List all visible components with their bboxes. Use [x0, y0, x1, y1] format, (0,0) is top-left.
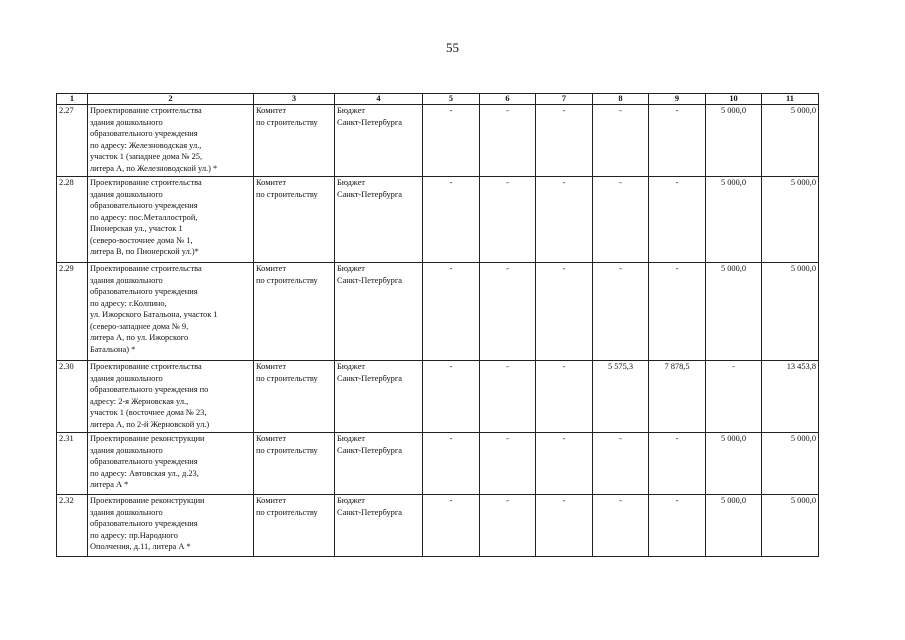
funding-source-line: Санкт-Петербурга — [337, 507, 402, 517]
budget-table — [56, 93, 819, 557]
value-c9: - — [649, 263, 706, 361]
value-c7: - — [536, 177, 593, 263]
value-c8: - — [593, 105, 649, 177]
project-description-line: здания дошкольного — [90, 189, 163, 199]
col-header: 8 — [593, 94, 649, 105]
project-description — [88, 263, 254, 361]
value-c8: - — [593, 177, 649, 263]
value-total: 13 453,8 — [762, 361, 819, 433]
value-c6: - — [480, 105, 536, 177]
value-total: 5 000,0 — [762, 263, 819, 361]
funding-source-line: Санкт-Петербурга — [337, 117, 402, 127]
responsible-org — [254, 263, 335, 361]
project-description-line: участок 1 (восточнее дома № 23, — [90, 408, 207, 417]
value-c5: - — [423, 177, 480, 263]
project-description — [88, 495, 254, 557]
value-c5: - — [423, 361, 480, 433]
value-c10: 5 000,0 — [706, 433, 762, 495]
project-description-line: участок 1 (западнее дома № 25, — [90, 152, 203, 161]
responsible-org — [254, 361, 335, 433]
project-description-line: (северо-западнее дома № 9, — [90, 321, 189, 331]
project-description-line: литера А * — [90, 480, 129, 489]
header-row — [57, 94, 819, 105]
project-description — [88, 177, 254, 263]
project-description-line: Проектирование строительства — [90, 178, 202, 187]
table-row — [57, 177, 819, 263]
project-description-line: по адресу: Железноводская ул., — [90, 140, 202, 150]
responsible-org-line: по строительству — [256, 373, 318, 383]
project-description-line: Проектирование реконструкции — [90, 434, 205, 443]
funding-source-line: Бюджет — [337, 178, 365, 187]
project-description-line: образовательного учреждения — [90, 287, 198, 296]
table-row — [57, 495, 819, 557]
value-c8: - — [593, 263, 649, 361]
row-number: 2.27 — [57, 105, 88, 177]
project-description-line: ул. Ижорского Батальона, участок 1 — [90, 310, 218, 319]
row-number: 2.30 — [57, 361, 88, 433]
value-c9: - — [649, 495, 706, 557]
value-total: 5 000,0 — [762, 495, 819, 557]
value-c6: - — [480, 263, 536, 361]
responsible-org-line: Комитет — [256, 434, 287, 443]
responsible-org-line: Комитет — [256, 106, 287, 115]
row-number: 2.32 — [57, 495, 88, 557]
project-description-line: образовательного учреждения — [90, 519, 198, 528]
col-header: 3 — [254, 94, 335, 105]
value-c5: - — [423, 433, 480, 495]
col-header: 10 — [706, 94, 762, 105]
project-description-line: Проектирование строительства — [90, 106, 202, 115]
project-description-line: литера А, по 2-й Жерновской ул.) — [90, 419, 210, 429]
project-description-line: по адресу: пр.Народного — [90, 530, 178, 540]
value-c5: - — [423, 495, 480, 557]
responsible-org-line: по строительству — [256, 275, 318, 285]
col-header: 7 — [536, 94, 593, 105]
project-description — [88, 361, 254, 433]
col-header: 11 — [762, 94, 819, 105]
project-description-line: образовательного учреждения по — [90, 385, 209, 394]
funding-source-line: Санкт-Петербурга — [337, 373, 402, 383]
table-row — [57, 263, 819, 361]
col-header: 9 — [649, 94, 706, 105]
value-c5: - — [423, 105, 480, 177]
value-c10: 5 000,0 — [706, 495, 762, 557]
project-description-line: по адресу: Автовская ул., д.23, — [90, 468, 199, 478]
project-description-line: здания дошкольного — [90, 275, 163, 285]
value-c9: - — [649, 177, 706, 263]
value-c6: - — [480, 361, 536, 433]
responsible-org-line: по строительству — [256, 117, 318, 127]
value-c8: - — [593, 433, 649, 495]
responsible-org-line: по строительству — [256, 507, 318, 517]
responsible-org — [254, 495, 335, 557]
value-c5: - — [423, 263, 480, 361]
funding-source-line: Бюджет — [337, 106, 365, 115]
row-number: 2.31 — [57, 433, 88, 495]
funding-source — [335, 361, 423, 433]
project-description-line: Батальона) * — [90, 344, 136, 354]
value-c6: - — [480, 177, 536, 263]
value-c7: - — [536, 433, 593, 495]
funding-source-line: Санкт-Петербурга — [337, 275, 402, 285]
value-c10: 5 000,0 — [706, 263, 762, 361]
responsible-org-line: по строительству — [256, 445, 318, 455]
value-c7: - — [536, 263, 593, 361]
project-description-line: здания дошкольного — [90, 373, 163, 383]
project-description-line: Ополчения, д.11, литера А * — [90, 542, 191, 551]
funding-source — [335, 495, 423, 557]
responsible-org — [254, 433, 335, 495]
project-description-line: по адресу: г.Колпино, — [90, 298, 167, 308]
project-description-line: литера В, по Пионерской ул.)* — [90, 247, 199, 256]
table-row — [57, 433, 819, 495]
project-description-line: здания дошкольного — [90, 507, 163, 517]
table-row — [57, 105, 819, 177]
value-c9: 7 878,5 — [649, 361, 706, 433]
funding-source — [335, 263, 423, 361]
funding-source — [335, 105, 423, 177]
project-description — [88, 433, 254, 495]
col-header: 6 — [480, 94, 536, 105]
funding-source — [335, 177, 423, 263]
funding-source-line: Бюджет — [337, 496, 365, 505]
value-c8: 5 575,3 — [593, 361, 649, 433]
funding-source-line: Бюджет — [337, 362, 365, 371]
row-number: 2.29 — [57, 263, 88, 361]
responsible-org-line: Комитет — [256, 362, 287, 371]
project-description-line: здания дошкольного — [90, 117, 163, 127]
value-c6: - — [480, 433, 536, 495]
project-description-line: литера А, по ул. Ижорского — [90, 333, 189, 342]
project-description — [88, 105, 254, 177]
responsible-org-line: Комитет — [256, 496, 287, 505]
col-header: 1 — [57, 94, 88, 105]
table-row — [57, 361, 819, 433]
project-description-line: образовательного учреждения — [90, 201, 198, 210]
value-c7: - — [536, 105, 593, 177]
project-description-line: Проектирование реконструкции — [90, 496, 205, 505]
project-description-line: адресу: 2-я Жерновская ул., — [90, 396, 189, 406]
value-c9: - — [649, 105, 706, 177]
value-c8: - — [593, 495, 649, 557]
funding-source-line: Санкт-Петербурга — [337, 189, 402, 199]
funding-source-line: Санкт-Петербурга — [337, 445, 402, 455]
value-total: 5 000,0 — [762, 177, 819, 263]
value-c9: - — [649, 433, 706, 495]
value-total: 5 000,0 — [762, 105, 819, 177]
project-description-line: (северо-восточнее дома № 1, — [90, 235, 193, 245]
responsible-org-line: по строительству — [256, 189, 318, 199]
funding-source-line: Бюджет — [337, 434, 365, 443]
row-number: 2.28 — [57, 177, 88, 263]
value-c10: - — [706, 361, 762, 433]
project-description-line: Пионерская ул., участок 1 — [90, 224, 183, 233]
value-c10: 5 000,0 — [706, 177, 762, 263]
project-description-line: Проектирование строительства — [90, 362, 202, 371]
responsible-org-line: Комитет — [256, 178, 287, 187]
col-header: 5 — [423, 94, 480, 105]
responsible-org — [254, 105, 335, 177]
col-header: 2 — [88, 94, 254, 105]
project-description-line: образовательного учреждения — [90, 129, 198, 138]
responsible-org-line: Комитет — [256, 264, 287, 273]
value-c7: - — [536, 361, 593, 433]
col-header: 4 — [335, 94, 423, 105]
funding-source-line: Бюджет — [337, 264, 365, 273]
value-c7: - — [536, 495, 593, 557]
project-description-line: Проектирование строительства — [90, 264, 202, 273]
page-number: 55 — [446, 40, 459, 55]
value-c10: 5 000,0 — [706, 105, 762, 177]
value-total: 5 000,0 — [762, 433, 819, 495]
funding-source — [335, 433, 423, 495]
value-c6: - — [480, 495, 536, 557]
project-description-line: образовательного учреждения — [90, 457, 198, 466]
project-description-line: по адресу: пос.Металлострой, — [90, 212, 198, 222]
project-description-line: литера А, по Железноводской ул.) * — [90, 163, 218, 173]
responsible-org — [254, 177, 335, 263]
project-description-line: здания дошкольного — [90, 445, 163, 455]
